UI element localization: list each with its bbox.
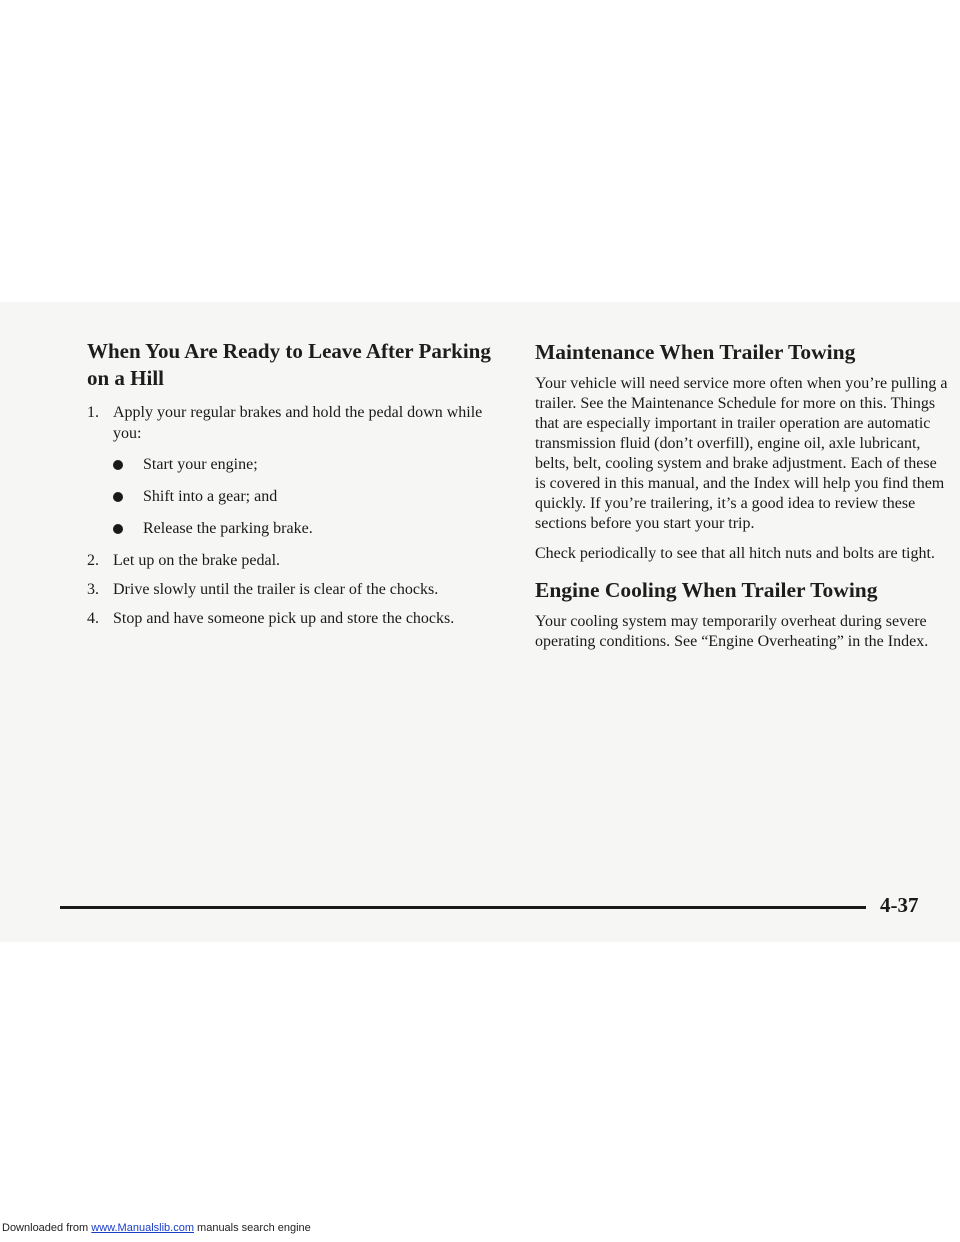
maintenance-paragraph: Your vehicle will need service more often when you’re pulling a trailer. See the Maintenance Schedule for more on this. Things that are especially important in trailer operation are automatic transmission fluid (don’t overfill), engine oil, axle lubricant, belts, belt, cooling system and brake adjustment. Each of these is covered in this manual, and the Index will help you find them quickly. If you’re trailering, it’s a good idea to review these sections before you start your trip. <box>535 375 948 532</box>
step-text: Stop and have someone pick up and store the chocks. <box>113 610 455 627</box>
bullet-text: Shift into a gear; and <box>143 488 278 505</box>
step-number: 4. <box>87 610 99 627</box>
step-item <box>87 402 507 539</box>
bullet-item <box>113 518 507 539</box>
cooling-paragraph: Your cooling system may temporarily overheat during severe operating conditions. See “Engine Overheating” in the Index. <box>535 613 929 650</box>
step-number: 3. <box>87 581 99 598</box>
step-item <box>87 608 507 629</box>
footer-prefix: Downloaded from <box>2 1222 92 1234</box>
step-number: 2. <box>87 552 99 569</box>
bullet-item <box>113 454 507 475</box>
footer-suffix: manuals search engine <box>193 1222 311 1234</box>
step-text: Apply your regular brakes and hold the pedal down while you: <box>113 404 483 442</box>
hitch-paragraph: Check periodically to see that all hitch nuts and bolts are tight. <box>535 545 935 562</box>
manualslib-link[interactable]: www.Manualslib.com <box>91 1222 194 1234</box>
step-item <box>87 550 507 571</box>
bullet-dot-icon <box>113 460 123 470</box>
bullet-list <box>113 454 507 539</box>
section-heading-engine-cooling: Engine Cooling When Trailer Towing <box>535 578 878 602</box>
left-column <box>87 338 507 637</box>
section-heading-leave-hill: When You Are Ready to Leave After Parking on a Hill <box>87 339 491 390</box>
step-text: Drive slowly until the trailer is clear of the chocks. <box>113 581 439 598</box>
page-number: 4-37 <box>880 893 919 917</box>
steps-list <box>87 402 507 629</box>
footer-rule <box>60 906 866 909</box>
step-text: Let up on the brake pedal. <box>113 552 281 569</box>
bullet-text: Start your engine; <box>143 456 258 473</box>
step-number: 1. <box>87 404 99 421</box>
bullet-dot-icon <box>113 492 123 502</box>
right-column <box>535 338 950 652</box>
section-heading-maintenance: Maintenance When Trailer Towing <box>535 340 856 364</box>
bullet-dot-icon <box>113 524 123 534</box>
step-item <box>87 579 507 600</box>
bullet-text: Release the parking brake. <box>143 520 313 537</box>
download-footer <box>2 1222 311 1234</box>
bullet-item <box>113 486 507 507</box>
